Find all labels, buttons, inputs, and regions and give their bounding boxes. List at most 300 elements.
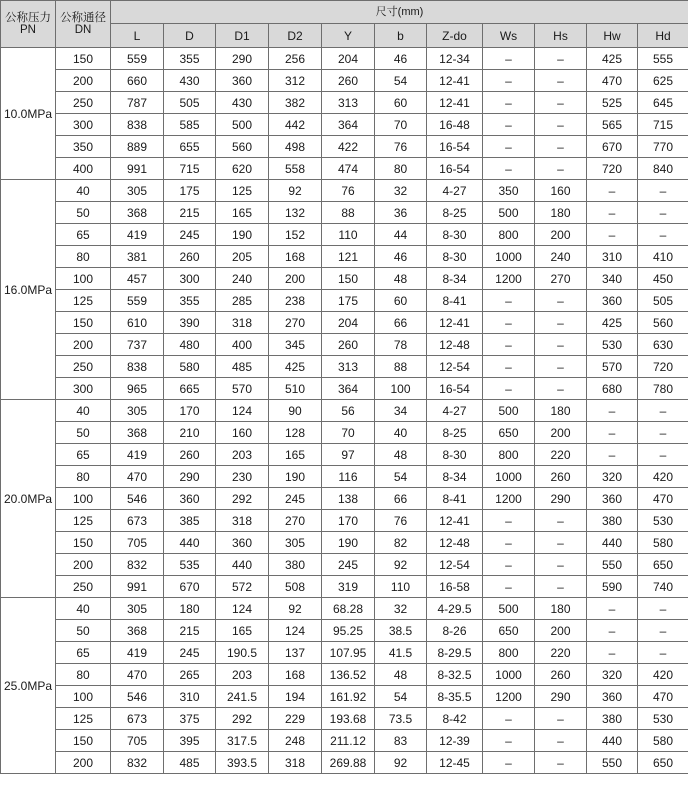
table-cell: 440 <box>216 554 269 576</box>
table-cell: 419 <box>111 642 164 664</box>
table-cell: 73.5 <box>375 708 427 730</box>
table-cell: 991 <box>111 158 164 180</box>
table-cell: 245 <box>269 488 322 510</box>
table-cell: 8-30 <box>427 246 483 268</box>
table-cell: 290 <box>535 488 587 510</box>
table-cell: 560 <box>638 312 688 334</box>
table-cell: – <box>483 114 535 136</box>
table-cell: – <box>535 92 587 114</box>
dn-cell: 50 <box>56 422 111 444</box>
table-cell: 1200 <box>483 686 535 708</box>
table-cell: 546 <box>111 488 164 510</box>
table-cell: 290 <box>164 466 216 488</box>
table-cell: 240 <box>216 268 269 290</box>
table-cell: 838 <box>111 114 164 136</box>
table-cell: 160 <box>216 422 269 444</box>
table-cell: 368 <box>111 422 164 444</box>
table-cell: 485 <box>216 356 269 378</box>
pn-header <box>1 1 56 48</box>
table-cell: 180 <box>164 598 216 620</box>
table-cell: 559 <box>111 290 164 312</box>
table-cell: 419 <box>111 224 164 246</box>
table-cell: 60 <box>375 290 427 312</box>
table-row <box>1 92 688 114</box>
table-cell: 54 <box>375 466 427 488</box>
table-cell: 665 <box>164 378 216 400</box>
table-cell: – <box>483 158 535 180</box>
dn-cell: 125 <box>56 708 111 730</box>
table-cell: 535 <box>164 554 216 576</box>
table-cell: 78 <box>375 334 427 356</box>
table-cell: – <box>535 136 587 158</box>
table-cell: 107.95 <box>322 642 375 664</box>
table-cell: – <box>587 400 638 422</box>
table-cell: 720 <box>638 356 688 378</box>
table-cell: 8-42 <box>427 708 483 730</box>
table-row <box>1 444 688 466</box>
table-cell: 54 <box>375 70 427 92</box>
table-cell: 313 <box>322 356 375 378</box>
table-cell: 265 <box>164 664 216 686</box>
dn-cell: 40 <box>56 180 111 202</box>
dn-cell: 150 <box>56 730 111 752</box>
table-cell: 715 <box>638 114 688 136</box>
table-cell: 380 <box>587 510 638 532</box>
table-cell: 740 <box>638 576 688 598</box>
table-cell: 200 <box>269 268 322 290</box>
table-cell: 318 <box>269 752 322 774</box>
table-cell: 800 <box>483 444 535 466</box>
table-row <box>1 48 688 70</box>
table-row <box>1 598 688 620</box>
table-cell: 12-41 <box>427 92 483 114</box>
table-cell: – <box>483 70 535 92</box>
table-cell: 381 <box>111 246 164 268</box>
table-cell: 364 <box>322 114 375 136</box>
table-cell: 92 <box>375 554 427 576</box>
table-cell: 313 <box>322 92 375 114</box>
table-cell: 832 <box>111 554 164 576</box>
table-cell: 137 <box>269 642 322 664</box>
table-cell: 310 <box>164 686 216 708</box>
table-cell: 474 <box>322 158 375 180</box>
pressure-group-label: 20.0MPa <box>1 400 56 598</box>
table-cell: 570 <box>216 378 269 400</box>
table-cell: – <box>483 730 535 752</box>
table-cell: 124 <box>216 598 269 620</box>
table-cell: 380 <box>269 554 322 576</box>
table-cell: 16-58 <box>427 576 483 598</box>
table-cell: 800 <box>483 224 535 246</box>
table-cell: 48 <box>375 444 427 466</box>
table-cell: 132 <box>269 202 322 224</box>
table-row <box>1 158 688 180</box>
table-row <box>1 356 688 378</box>
dn-cell: 200 <box>56 334 111 356</box>
table-cell: 260 <box>164 246 216 268</box>
table-cell: 205 <box>216 246 269 268</box>
table-cell: 673 <box>111 510 164 532</box>
column-header: D <box>164 24 216 48</box>
table-cell: 124 <box>269 620 322 642</box>
column-header: Hw <box>587 24 638 48</box>
table-cell: – <box>587 620 638 642</box>
table-cell: 364 <box>322 378 375 400</box>
table-cell: 40 <box>375 422 427 444</box>
table-cell: 168 <box>269 664 322 686</box>
table-cell: 500 <box>216 114 269 136</box>
table-cell: 161.92 <box>322 686 375 708</box>
table-cell: – <box>587 598 638 620</box>
table-cell: 160 <box>535 180 587 202</box>
table-cell: 248 <box>269 730 322 752</box>
table-cell: 705 <box>111 532 164 554</box>
table-cell: 505 <box>164 92 216 114</box>
table-cell: 12-48 <box>427 334 483 356</box>
table-cell: 180 <box>535 202 587 224</box>
table-cell: 425 <box>587 48 638 70</box>
table-cell: 238 <box>269 290 322 312</box>
table-cell: 82 <box>375 532 427 554</box>
table-cell: 560 <box>216 136 269 158</box>
table-cell: 360 <box>216 532 269 554</box>
pressure-group-label: 16.0MPa <box>1 180 56 400</box>
table-row <box>1 620 688 642</box>
table-cell: 382 <box>269 92 322 114</box>
table-cell: 32 <box>375 598 427 620</box>
table-cell: 965 <box>111 378 164 400</box>
dn-cell: 150 <box>56 48 111 70</box>
dn-cell: 40 <box>56 400 111 422</box>
table-cell: 350 <box>483 180 535 202</box>
table-cell: 180 <box>535 400 587 422</box>
dn-cell: 65 <box>56 444 111 466</box>
table-cell: 655 <box>164 136 216 158</box>
table-cell: – <box>483 532 535 554</box>
table-cell: 585 <box>164 114 216 136</box>
table-cell: 305 <box>269 532 322 554</box>
table-cell: 787 <box>111 92 164 114</box>
dn-header <box>56 1 111 48</box>
table-cell: 610 <box>111 312 164 334</box>
table-cell: 12-34 <box>427 48 483 70</box>
dn-cell: 200 <box>56 554 111 576</box>
table-row <box>1 510 688 532</box>
table-cell: 770 <box>638 136 688 158</box>
table-cell: 8-29.5 <box>427 642 483 664</box>
table-cell: 500 <box>483 202 535 224</box>
table-cell: – <box>535 334 587 356</box>
table-cell: 8-41 <box>427 290 483 312</box>
table-cell: 318 <box>216 510 269 532</box>
table-row <box>1 224 688 246</box>
table-row <box>1 752 688 774</box>
table-cell: 16-54 <box>427 136 483 158</box>
table-cell: 241.5 <box>216 686 269 708</box>
table-cell: 442 <box>269 114 322 136</box>
table-cell: 12-39 <box>427 730 483 752</box>
table-cell: 4-27 <box>427 180 483 202</box>
table-cell: 292 <box>216 708 269 730</box>
table-cell: 368 <box>111 202 164 224</box>
table-cell: 440 <box>587 730 638 752</box>
table-cell: 312 <box>269 70 322 92</box>
table-cell: 270 <box>535 268 587 290</box>
table-cell: – <box>638 224 688 246</box>
table-cell: 245 <box>322 554 375 576</box>
table-cell: 165 <box>216 620 269 642</box>
table-cell: 97 <box>322 444 375 466</box>
table-cell: 498 <box>269 136 322 158</box>
table-cell: – <box>483 510 535 532</box>
table-cell: 8-30 <box>427 224 483 246</box>
dn-cell: 80 <box>56 246 111 268</box>
dn-cell: 50 <box>56 202 111 224</box>
table-cell: – <box>535 378 587 400</box>
table-cell: 190 <box>322 532 375 554</box>
table-cell: 530 <box>587 334 638 356</box>
table-cell: 124 <box>216 400 269 422</box>
table-cell: 203 <box>216 664 269 686</box>
table-cell: – <box>535 158 587 180</box>
table-cell: 457 <box>111 268 164 290</box>
table-cell: 510 <box>269 378 322 400</box>
table-cell: 12-48 <box>427 532 483 554</box>
table-cell: 508 <box>269 576 322 598</box>
table-cell: 36 <box>375 202 427 224</box>
table-cell: 680 <box>587 378 638 400</box>
table-cell: 385 <box>164 510 216 532</box>
dn-header-label: 公称通径 DN <box>60 12 106 36</box>
table-cell: 60 <box>375 92 427 114</box>
table-cell: 590 <box>587 576 638 598</box>
table-cell: 66 <box>375 312 427 334</box>
table-cell: 270 <box>269 312 322 334</box>
table-cell: 190.5 <box>216 642 269 664</box>
dn-cell: 300 <box>56 114 111 136</box>
table-cell: – <box>535 576 587 598</box>
table-cell: 152 <box>269 224 322 246</box>
table-cell: 269.88 <box>322 752 375 774</box>
table-row <box>1 246 688 268</box>
dn-cell: 50 <box>56 620 111 642</box>
table-cell: 245 <box>164 224 216 246</box>
table-cell: 1200 <box>483 268 535 290</box>
table-cell: 673 <box>111 708 164 730</box>
table-row <box>1 576 688 598</box>
table-cell: 116 <box>322 466 375 488</box>
table-cell: – <box>587 642 638 664</box>
table-cell: 270 <box>269 510 322 532</box>
table-row <box>1 664 688 686</box>
column-header: b <box>375 24 427 48</box>
table-cell: 4-29.5 <box>427 598 483 620</box>
table-cell: 92 <box>269 598 322 620</box>
table-row <box>1 136 688 158</box>
table-cell: – <box>638 400 688 422</box>
table-cell: – <box>483 554 535 576</box>
table-cell: 76 <box>322 180 375 202</box>
table-cell: 320 <box>587 466 638 488</box>
table-cell: 46 <box>375 246 427 268</box>
table-cell: – <box>535 708 587 730</box>
table-cell: 48 <box>375 664 427 686</box>
table-cell: 292 <box>216 488 269 510</box>
table-cell: 705 <box>111 730 164 752</box>
dn-cell: 150 <box>56 312 111 334</box>
table-cell: 256 <box>269 48 322 70</box>
table-cell: 480 <box>164 334 216 356</box>
table-cell: – <box>535 532 587 554</box>
table-cell: 8-34 <box>427 466 483 488</box>
table-cell: 16-54 <box>427 378 483 400</box>
dn-cell: 125 <box>56 290 111 312</box>
table-row <box>1 114 688 136</box>
table-cell: – <box>483 356 535 378</box>
table-cell: 92 <box>375 752 427 774</box>
table-cell: 110 <box>375 576 427 598</box>
table-cell: 46 <box>375 48 427 70</box>
table-cell: 720 <box>587 158 638 180</box>
table-cell: 737 <box>111 334 164 356</box>
table-cell: 32 <box>375 180 427 202</box>
table-cell: 360 <box>587 290 638 312</box>
table-cell: 12-41 <box>427 70 483 92</box>
table-body <box>1 48 688 774</box>
table-cell: 8-35.5 <box>427 686 483 708</box>
table-cell: 44 <box>375 224 427 246</box>
table-cell: 8-26 <box>427 620 483 642</box>
table-cell: 290 <box>535 686 587 708</box>
dn-cell: 200 <box>56 70 111 92</box>
table-cell: 56 <box>322 400 375 422</box>
table-cell: 580 <box>638 532 688 554</box>
table-cell: 572 <box>216 576 269 598</box>
table-cell: – <box>587 422 638 444</box>
table-row <box>1 290 688 312</box>
table-cell: 41.5 <box>375 642 427 664</box>
table-cell: 95.25 <box>322 620 375 642</box>
table-cell: 230 <box>216 466 269 488</box>
table-cell: 422 <box>322 136 375 158</box>
table-cell: – <box>483 136 535 158</box>
column-header: Hd <box>638 24 688 48</box>
pressure-group-label: 25.0MPa <box>1 598 56 774</box>
table-cell: 1000 <box>483 246 535 268</box>
table-cell: 290 <box>216 48 269 70</box>
table-cell: 190 <box>269 466 322 488</box>
table-cell: 500 <box>483 400 535 422</box>
table-cell: – <box>638 598 688 620</box>
table-cell: 580 <box>638 730 688 752</box>
table-cell: 345 <box>269 334 322 356</box>
table-cell: 838 <box>111 356 164 378</box>
table-cell: 200 <box>535 620 587 642</box>
table-cell: 650 <box>483 620 535 642</box>
dn-cell: 125 <box>56 510 111 532</box>
dn-cell: 350 <box>56 136 111 158</box>
table-cell: 1200 <box>483 488 535 510</box>
table-cell: – <box>535 510 587 532</box>
table-cell: 360 <box>587 686 638 708</box>
table-row <box>1 422 688 444</box>
dn-cell: 65 <box>56 224 111 246</box>
table-cell: 470 <box>638 488 688 510</box>
table-cell: 128 <box>269 422 322 444</box>
table-cell: 240 <box>535 246 587 268</box>
dn-cell: 150 <box>56 532 111 554</box>
table-row <box>1 554 688 576</box>
table-cell: 229 <box>269 708 322 730</box>
dn-cell: 400 <box>56 158 111 180</box>
table-cell: – <box>483 48 535 70</box>
column-header: Y <box>322 24 375 48</box>
table-cell: 138 <box>322 488 375 510</box>
table-cell: 319 <box>322 576 375 598</box>
table-cell: 340 <box>587 268 638 290</box>
table-cell: 317.5 <box>216 730 269 752</box>
table-cell: 565 <box>587 114 638 136</box>
table-cell: 625 <box>638 70 688 92</box>
table-cell: 8-25 <box>427 202 483 224</box>
table-cell: 570 <box>587 356 638 378</box>
table-cell: – <box>638 422 688 444</box>
table-cell: – <box>535 290 587 312</box>
table-cell: – <box>535 730 587 752</box>
table-cell: 34 <box>375 400 427 422</box>
table-cell: 136.52 <box>322 664 375 686</box>
table-cell: – <box>587 180 638 202</box>
table-cell: 670 <box>164 576 216 598</box>
table-row <box>1 334 688 356</box>
table-cell: 215 <box>164 202 216 224</box>
table-cell: 220 <box>535 444 587 466</box>
table-cell: 355 <box>164 48 216 70</box>
table-cell: 1000 <box>483 466 535 488</box>
table-cell: 100 <box>375 378 427 400</box>
table-cell: 650 <box>483 422 535 444</box>
table-cell: 420 <box>638 466 688 488</box>
table-cell: 170 <box>322 510 375 532</box>
table-cell: 70 <box>375 114 427 136</box>
table-cell: 650 <box>638 752 688 774</box>
table-cell: 8-41 <box>427 488 483 510</box>
table-cell: 150 <box>322 268 375 290</box>
table-cell: 395 <box>164 730 216 752</box>
dn-cell: 100 <box>56 686 111 708</box>
table-row <box>1 532 688 554</box>
table-cell: – <box>535 312 587 334</box>
table-cell: 525 <box>587 92 638 114</box>
table-cell: 546 <box>111 686 164 708</box>
dn-cell: 100 <box>56 488 111 510</box>
table-cell: 66 <box>375 488 427 510</box>
dn-cell: 200 <box>56 752 111 774</box>
table-cell: 393.5 <box>216 752 269 774</box>
table-cell: 620 <box>216 158 269 180</box>
table-cell: – <box>638 202 688 224</box>
table-cell: 832 <box>111 752 164 774</box>
table-cell: 83 <box>375 730 427 752</box>
table-cell: 200 <box>535 224 587 246</box>
table-row <box>1 400 688 422</box>
table-cell: 360 <box>164 488 216 510</box>
table-cell: 12-54 <box>427 554 483 576</box>
table-cell: 200 <box>535 422 587 444</box>
table-cell: 8-30 <box>427 444 483 466</box>
table-cell: 165 <box>269 444 322 466</box>
table-cell: 318 <box>216 312 269 334</box>
